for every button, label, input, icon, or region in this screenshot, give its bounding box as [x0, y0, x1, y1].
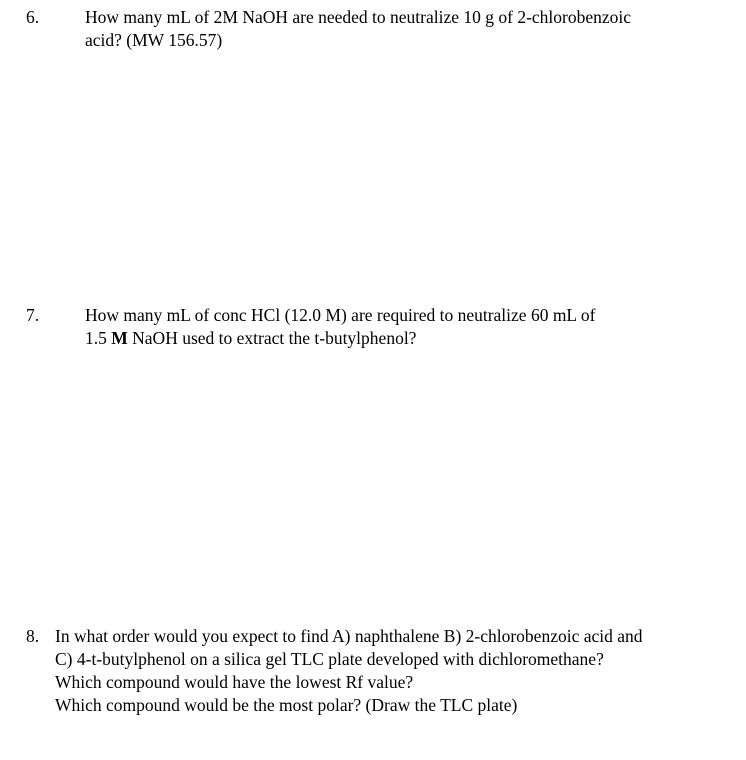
question-number: 8.: [26, 626, 40, 646]
question-line: In what order would you expect to find A) naphthalene B) 2-chlorobenzoic acid and: [55, 626, 643, 646]
question-line-suffix: NaOH used to extract the t-butylphenol?: [127, 328, 417, 348]
question-text: [55, 625, 643, 717]
question-text: [85, 6, 631, 52]
question-line-prefix: 1.5: [85, 328, 112, 348]
molarity-unit-bold: M: [111, 328, 128, 348]
question-line: Which compound would be the most polar? (Draw the TLC plate): [55, 695, 518, 715]
question-number: 6.: [26, 7, 40, 27]
question-text: [85, 304, 595, 350]
question-line: C) 4-t-butylphenol on a silica gel TLC plate developed with dichloromethane?: [55, 649, 604, 669]
question-line: acid? (MW 156.57): [85, 30, 223, 50]
question-line: How many mL of conc HCl (12.0 M) are required to neutralize 60 mL of: [85, 305, 596, 325]
question-line: [85, 327, 595, 350]
question-line: How many mL of 2M NaOH are needed to neutralize 10 g of 2-chlorobenzoic: [85, 7, 632, 27]
question-line: Which compound would have the lowest Rf value?: [55, 672, 414, 692]
question-number: 7.: [26, 305, 40, 325]
